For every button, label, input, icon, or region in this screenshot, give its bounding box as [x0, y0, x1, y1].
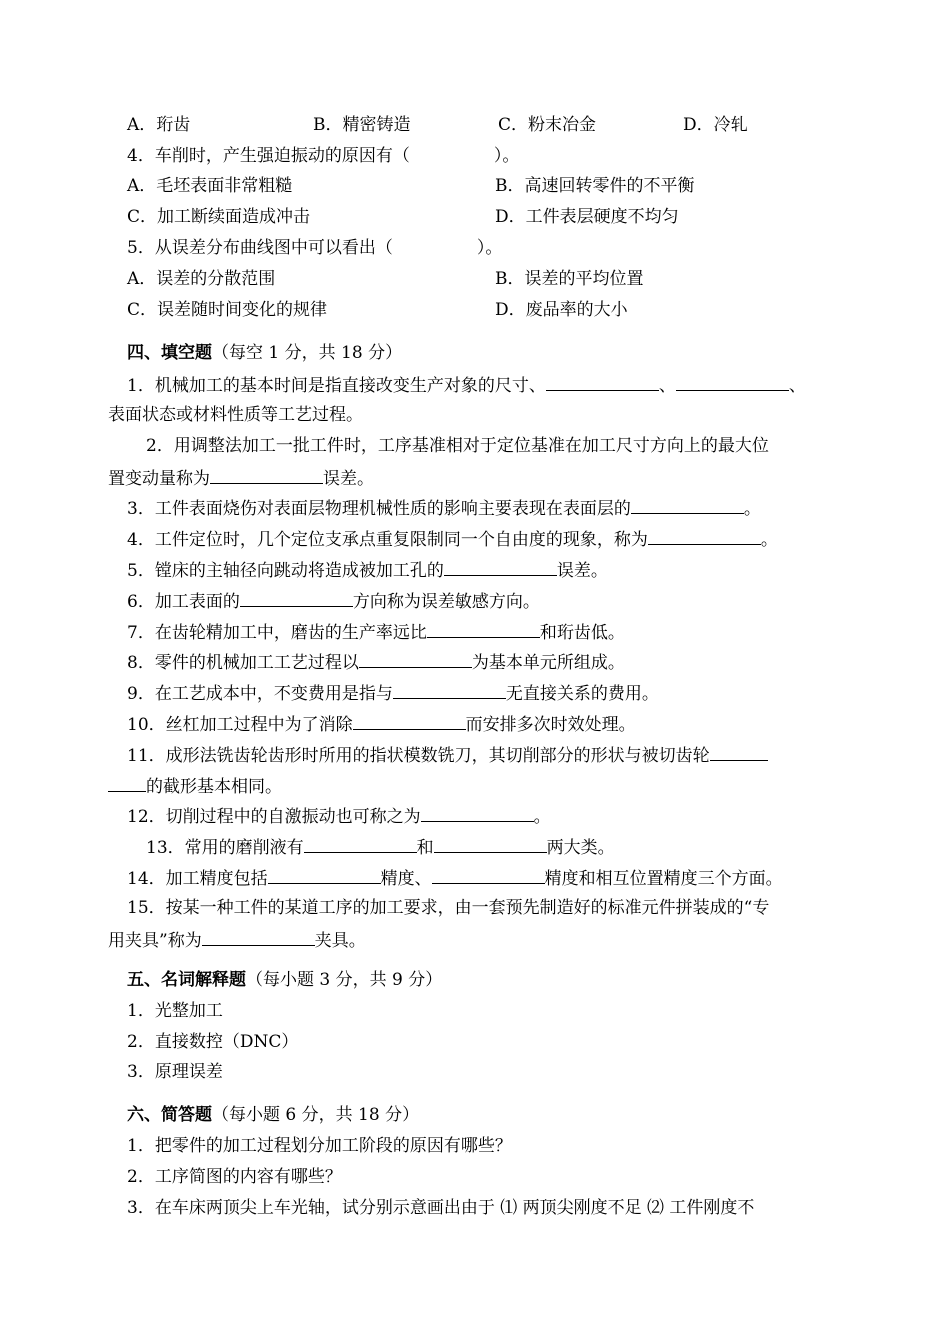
fill-item-13-tail: 两大类。 — [546, 838, 615, 858]
q3-option-d: D．冷轧 — [683, 115, 748, 135]
q4-option-d: D．工件表层硬度不均匀 — [495, 207, 679, 227]
q5-option-b: B．误差的平均位置 — [495, 269, 644, 289]
section6-heading — [127, 1103, 419, 1127]
answer-blank[interactable] — [268, 865, 381, 884]
fill-item-8-text: 8．零件的机械加工工艺过程以 — [127, 653, 359, 673]
q3-option-c: C．粉末冶金 — [498, 115, 597, 135]
fill-item-5-text: 5．镗床的主轴径向跳动将造成被加工孔的 — [127, 561, 444, 581]
fill-item-13-text: 13．常用的磨削液有 — [146, 838, 304, 858]
section4-heading — [127, 341, 402, 365]
fill-item-10-text: 10．丝杠加工过程中为了消除 — [127, 715, 353, 735]
section5-heading — [127, 968, 442, 992]
fill-item-15: 15．按某一种工件的某道工序的加工要求，由一套预先制造好的标准元件拼装成的“专 — [127, 898, 770, 918]
section5-title: 五、名词解释题 — [127, 970, 246, 990]
answer-blank[interactable] — [353, 711, 466, 730]
fill-item-9-text: 9．在工艺成本中，不变费用是指与 — [127, 684, 393, 704]
fill-item-1 — [127, 372, 806, 398]
term-item-3: 3．原理误差 — [127, 1062, 223, 1082]
answer-blank[interactable] — [434, 834, 547, 853]
fill-item-11-line2 — [108, 773, 282, 799]
fill-item-7-text: 7．在齿轮精加工中，磨齿的生产率远比 — [127, 623, 427, 643]
fill-item-3-tail: 。 — [743, 499, 761, 519]
fill-item-10 — [127, 711, 636, 737]
answer-blank[interactable] — [427, 619, 540, 638]
q4-option-b: B．高速回转零件的不平衡 — [495, 176, 695, 196]
fill-item-14 — [127, 865, 783, 891]
q4-stem-start: 4．车削时，产生强迫振动的原因有（ — [127, 146, 410, 166]
fill-item-11-tail: 的截形基本相同。 — [146, 777, 282, 797]
q5-stem-start: 5．从误差分布曲线图中可以看出（ — [127, 238, 393, 258]
fill-item-13-mid: 和 — [416, 838, 434, 858]
fill-item-3-text: 3．工件表面烧伤对表面层物理机械性质的影响主要表现在表面层的 — [127, 499, 631, 519]
fill-item-13 — [146, 834, 615, 860]
fill-item-4-tail: 。 — [760, 530, 778, 550]
short-answer-item-3: 3．在车床两顶尖上车光轴，试分别示意画出由于 ⑴ 两顶尖刚度不足 ⑵ 工件刚度不 — [127, 1198, 755, 1218]
answer-blank[interactable] — [648, 526, 761, 545]
fill-item-6-tail: 方向称为误差敏感方向。 — [352, 592, 540, 612]
fill-item-1-line2: 表面状态或材料性质等工艺过程。 — [108, 405, 363, 425]
q3-option-a: A．珩齿 — [127, 115, 191, 135]
q5-stem-end: ）。 — [476, 238, 503, 258]
answer-blank[interactable] — [710, 742, 768, 761]
fill-item-15-line2 — [108, 927, 366, 953]
q3-option-b: B．精密铸造 — [313, 115, 411, 135]
section4-score: （每空 1 分，共 18 分） — [212, 343, 403, 363]
fill-item-9-tail: 无直接关系的费用。 — [505, 684, 659, 704]
section6-score: （每小题 6 分，共 18 分） — [212, 1105, 420, 1125]
fill-item-12 — [127, 803, 551, 829]
term-item-1: 1．光整加工 — [127, 1001, 223, 1021]
q4-option-c: C．加工断续面造成冲击 — [127, 207, 311, 227]
fill-item-15-tail: 夹具。 — [314, 931, 366, 951]
section6-title: 六、简答题 — [127, 1105, 212, 1125]
q5-stem — [127, 236, 502, 260]
fill-item-5-tail: 误差。 — [556, 561, 608, 581]
fill-item-2-tail: 误差。 — [323, 469, 374, 489]
answer-blank[interactable] — [210, 465, 323, 484]
q5-option-c: C．误差随时间变化的规律 — [127, 300, 328, 320]
short-answer-item-2: 2．工序简图的内容有哪些？ — [127, 1167, 342, 1187]
fill-item-4-text: 4．工件定位时，几个定位支承点重复限制同一个自由度的现象，称为 — [127, 530, 648, 550]
answer-blank[interactable] — [304, 834, 417, 853]
q4-stem — [127, 144, 519, 168]
fill-item-7 — [127, 619, 625, 645]
fill-item-5 — [127, 557, 608, 583]
answer-blank[interactable] — [432, 865, 545, 884]
q4-option-a: A．毛坯表面非常粗糙 — [127, 176, 293, 196]
term-item-2: 2．直接数控（DNC） — [127, 1032, 299, 1052]
fill-item-6 — [127, 588, 540, 614]
fill-item-11-text: 11．成形法铣齿轮齿形时所用的指状模数铣刀，其切削部分的形状与被切齿轮 — [127, 746, 710, 766]
fill-item-14-tail: 精度和相互位置精度三个方面。 — [544, 869, 783, 889]
fill-item-9 — [127, 680, 659, 706]
fill-item-14-text: 14．加工精度包括 — [127, 869, 268, 889]
fill-item-8 — [127, 649, 625, 675]
q5-option-a: A．误差的分散范围 — [127, 269, 276, 289]
answer-blank[interactable] — [108, 773, 146, 792]
fill-item-14-mid: 精度、 — [380, 869, 432, 889]
answer-blank[interactable] — [359, 649, 472, 668]
fill-item-4 — [127, 526, 778, 552]
fill-item-12-text: 12．切削过程中的自激振动也可称之为 — [127, 807, 421, 827]
answer-blank[interactable] — [444, 557, 557, 576]
section4-title: 四、填空题 — [127, 343, 212, 363]
answer-blank[interactable] — [546, 372, 659, 391]
fill-item-1-text: 1．机械加工的基本时间是指直接改变生产对象的尺寸、 — [127, 376, 546, 396]
q4-stem-end: ）。 — [493, 146, 520, 166]
short-answer-item-1: 1．把零件的加工过程划分加工阶段的原因有哪些？ — [127, 1136, 512, 1156]
fill-item-2-text: 置变动量称为 — [108, 469, 210, 489]
answer-blank[interactable] — [240, 588, 353, 607]
fill-item-2-line2 — [108, 465, 374, 491]
fill-item-8-tail: 为基本单元所组成。 — [471, 653, 625, 673]
fill-item-10-tail: 而安排多次时效处理。 — [465, 715, 636, 735]
answer-blank[interactable] — [202, 927, 315, 946]
answer-blank[interactable] — [631, 495, 744, 514]
fill-item-1-sep: 、 — [658, 376, 676, 396]
fill-item-3 — [127, 495, 761, 521]
fill-item-2: 2．用调整法加工一批工件时，工序基准相对于定位基准在加工尺寸方向上的最大位 — [146, 436, 769, 456]
fill-item-11 — [127, 742, 768, 768]
answer-blank[interactable] — [676, 372, 789, 391]
fill-item-1-sep2: 、 — [788, 376, 806, 396]
fill-item-15-text: 用夹具”称为 — [108, 931, 202, 951]
section5-score: （每小题 3 分，共 9 分） — [246, 970, 443, 990]
answer-blank[interactable] — [421, 803, 534, 822]
fill-item-7-tail: 和珩齿低。 — [539, 623, 625, 643]
answer-blank[interactable] — [393, 680, 506, 699]
q5-option-d: D．废品率的大小 — [495, 300, 628, 320]
fill-item-12-tail: 。 — [533, 807, 551, 827]
fill-item-6-text: 6．加工表面的 — [127, 592, 240, 612]
